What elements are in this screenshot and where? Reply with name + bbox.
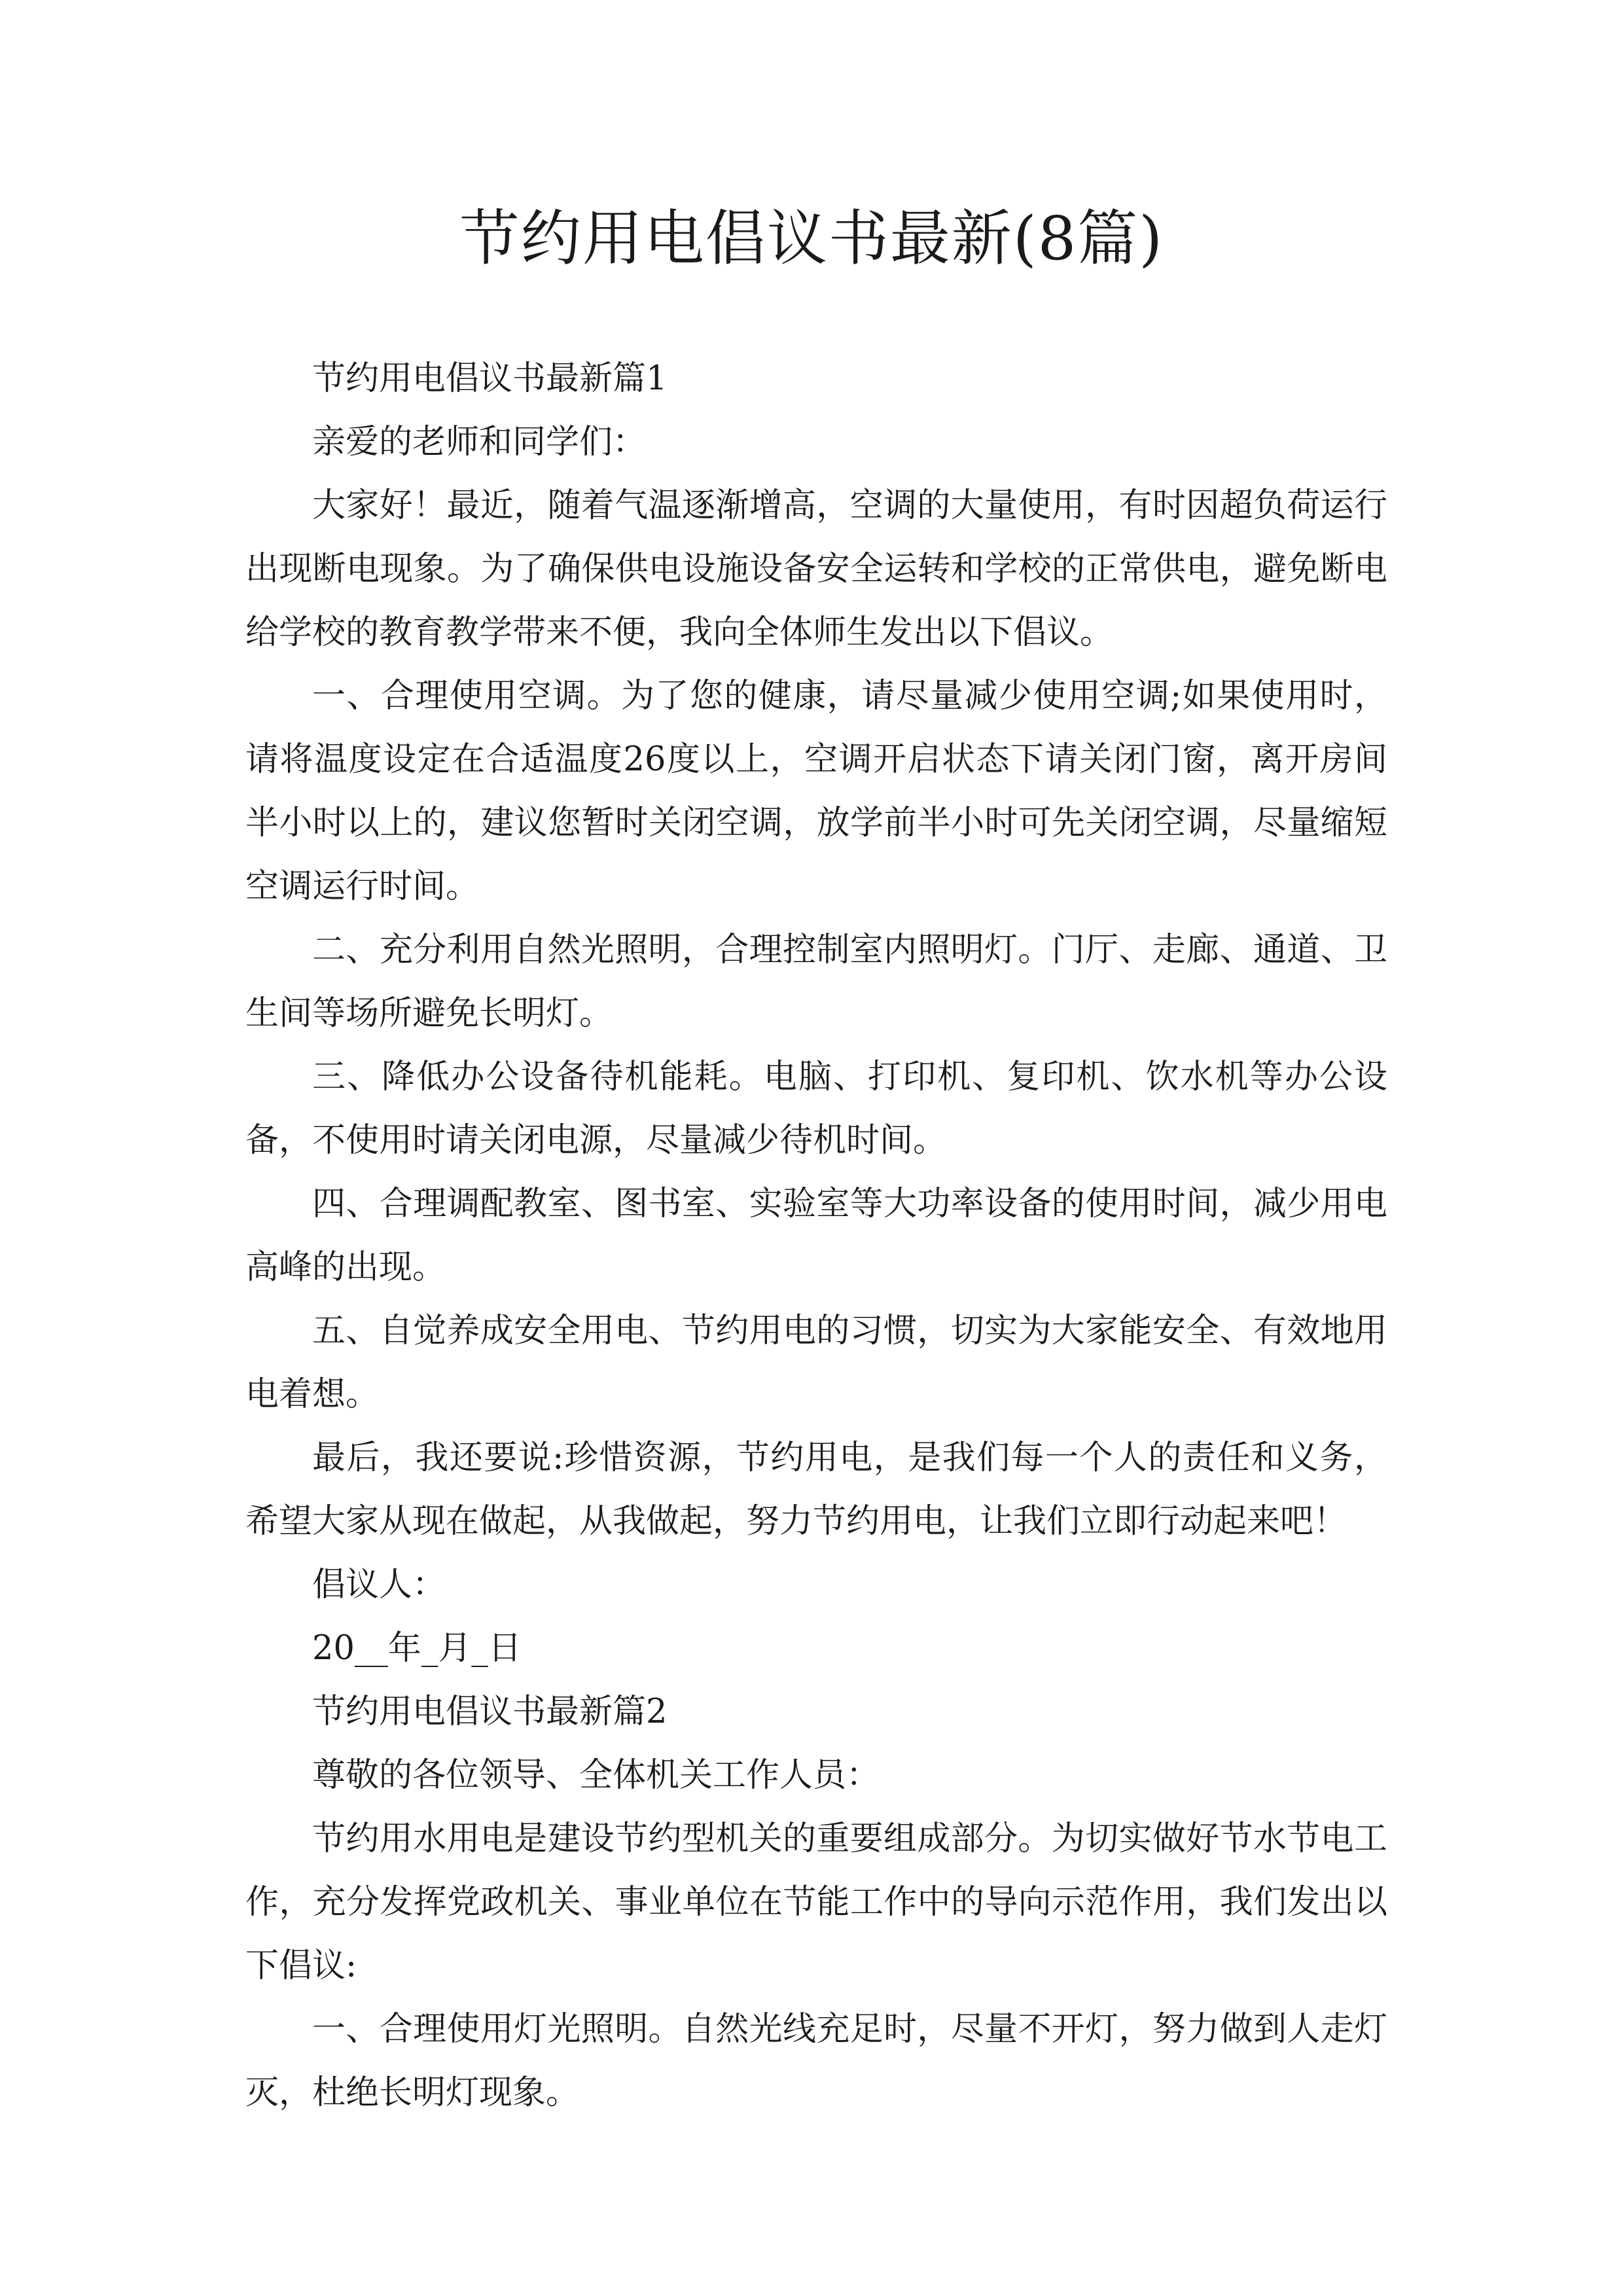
paragraph-closing-1: 最后，我还要说:珍惜资源，节约用电，是我们每一个人的责任和义务，希望大家从现在做起，从我做起，努力节约用电，让我们立即行动起来吧！ (245, 1439, 1387, 1541)
paragraph-item-1-3: 三、降低办公设备待机能耗。电脑、打印机、复印机、饮水机等办公设备，不使用时请关闭电源，尽量减少待机时间。 (245, 1058, 1387, 1160)
paragraph-item-1-2: 二、充分利用自然光照明，合理控制室内照明灯。门厅、走廊、通道、卫生间等场所避免长明灯。 (245, 931, 1387, 1033)
paragraph-item-1-1: 一、合理使用空调。为了您的健康，请尽量减少使用空调;如果使用时，请将温度设定在合适温度26度以上，空调开启状态下请关闭门窗，离开房间半小时以上的，建议您暂时关闭空调，放学前半小时可先关闭空调，尽量缩短空调运行时间。 (245, 677, 1387, 906)
paragraph-item-1-4: 四、合理调配教室、图书室、实验室等大功率设备的使用时间，减少用电高峰的出现。 (245, 1185, 1387, 1287)
document-title: 节约用电倡议书最新(8篇) (459, 204, 1164, 274)
paragraph-intro-2: 节约用水用电是建设节约型机关的重要组成部分。为切实做好节水节电工作，充分发挥党政机关、事业单位在节能工作中的导向示范作用，我们发出以下倡议: (245, 1820, 1387, 1985)
salutation-1: 亲爱的老师和同学们： (312, 423, 647, 461)
date-line-1: 20__年_月_日 (312, 1629, 522, 1668)
salutation-2: 尊敬的各位领导、全体机关工作人员： (312, 1756, 880, 1795)
section-heading-2: 节约用电倡议书最新篇2 (312, 1693, 668, 1731)
section-heading-1: 节约用电倡议书最新篇1 (312, 359, 668, 398)
signature-label-1: 倡议人： (312, 1566, 446, 1604)
paragraph-item-1-5: 五、自觉养成安全用电、节约用电的习惯，切实为大家能安全、有效地用电着想。 (245, 1312, 1387, 1414)
document-body (245, 347, 1387, 2125)
paragraph-item-2-1: 一、合理使用灯光照明。自然光线充足时，尽量不开灯，努力做到人走灯灭，杜绝长明灯现象。 (245, 2010, 1387, 2112)
paragraph-intro-1: 大家好！最近，随着气温逐渐增高，空调的大量使用，有时因超负荷运行出现断电现象。为了确保供电设施设备安全运转和学校的正常供电，避免断电给学校的教育教学带来不便，我向全体师生发出以下倡议。 (245, 486, 1387, 652)
